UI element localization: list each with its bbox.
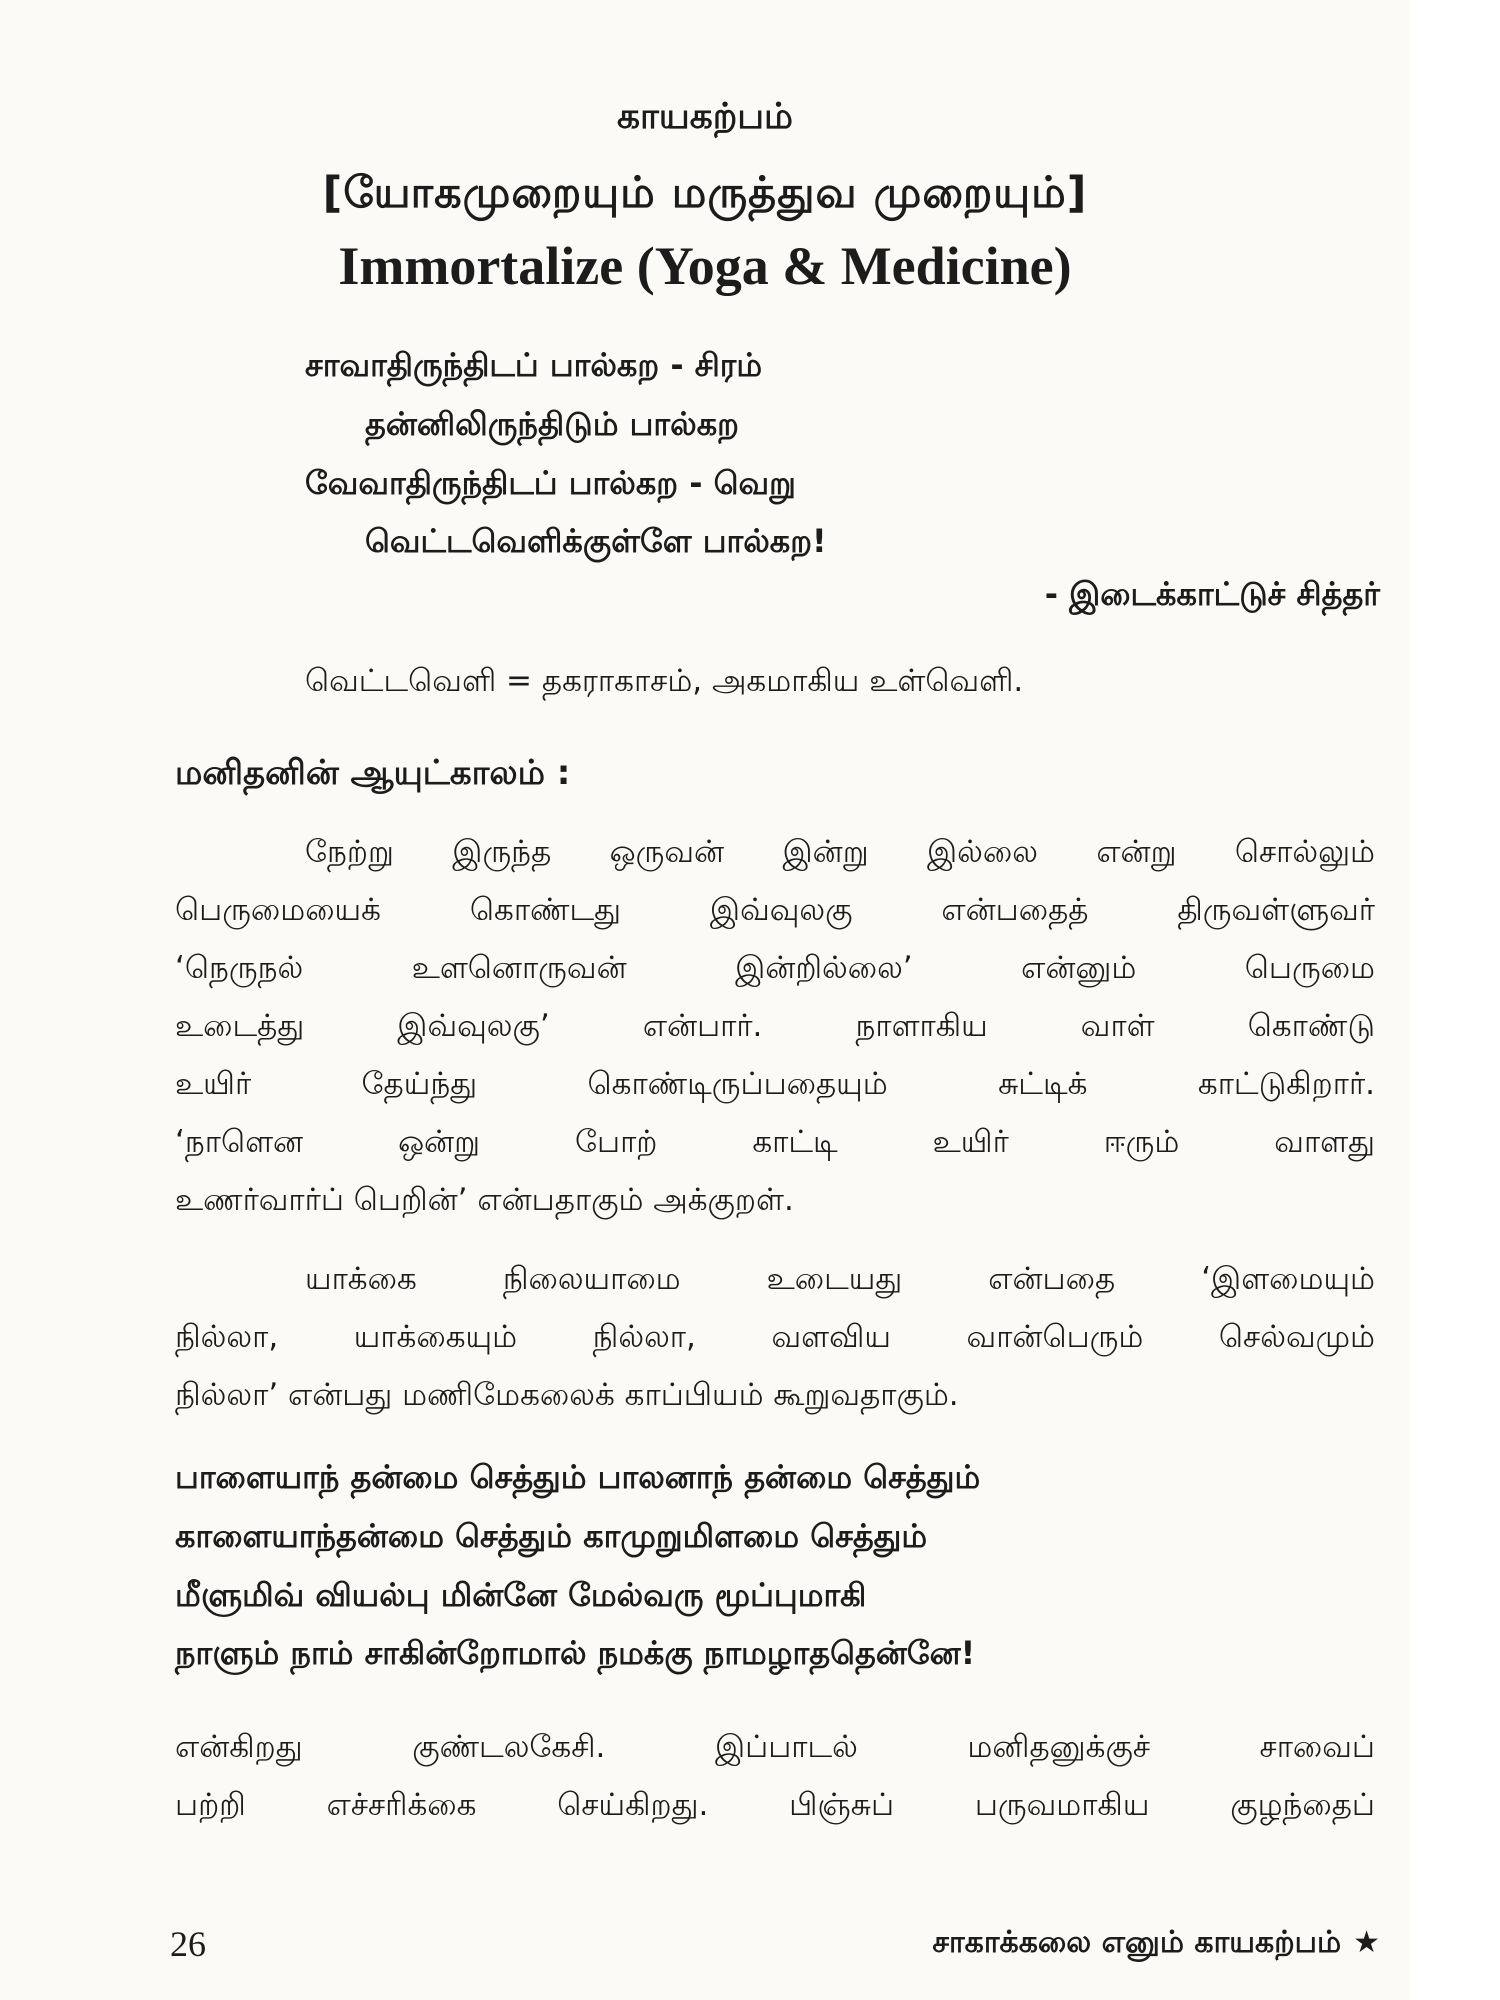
paragraph-line: உணர்வார்ப் பெறின்’ என்பதாகும் அக்குறள். [175,1182,794,1218]
paragraph-line: உயிர் தேய்ந்து கொண்டிருப்பதையும் சுட்டிக் காட்டுகிறார். [175,1066,1375,1102]
verse-line: நாளும் நாம் சாகின்றோமால் நமக்கு நாமழாததென்னே! [175,1634,976,1672]
verse-line: வேவாதிருந்திடப் பால்கற - வெறு [305,464,796,502]
paragraph-line: நில்லா, யாக்கையும் நில்லா, வளவிய வான்பெரும் செல்வமும் [175,1319,1375,1355]
verse-attribution: - இடைக்காட்டுச் சித்தர் [1044,575,1380,613]
page-title: காயகற்பம் [617,96,793,137]
running-footer [932,1925,1380,1964]
paragraph [175,823,1375,1229]
paragraph [175,1718,1375,1834]
paragraph-line: ‘நெருநல் உளனொருவன் இன்றில்லை’ என்னும் பெருமை [175,950,1375,986]
paragraph-line: நேற்று இருந்த ஒருவன் இன்று இல்லை என்று சொல்லும் [305,834,1375,870]
verse-line: மீளுமிவ் வியல்பு மின்னே மேல்வரு மூப்புமாகி [175,1576,867,1614]
paragraph [175,1250,1375,1424]
paragraph-line: யாக்கை நிலையாமை உடையது என்பதை ‘இளமையும் [305,1261,1375,1297]
verse-line: வெட்டவெளிக்குள்ளே பால்கற! [365,522,827,560]
paragraph-line: பெருமையைக் கொண்டது இவ்வுலகு என்பதைத் திருவள்ளுவர் [175,892,1375,928]
paragraph-line: உடைத்து இவ்வுலகு’ என்பார். நாளாகிய வாள் கொண்டு [175,1008,1375,1044]
paragraph-line: பற்றி எச்சரிக்கை செய்கிறது. பிஞ்சுப் பருவமாகிய குழந்தைப் [175,1787,1375,1823]
verse-line: காளையாந்தன்மை செத்தும் காமுறுமிளமை செத்தும் [175,1517,928,1555]
english-title: Immortalize (Yoga & Medicine) [338,236,1072,296]
paragraph-line: என்கிறது குண்டலகேசி. இப்பாடல் மனிதனுக்குச் சாவைப் [175,1729,1375,1765]
page-number: 26 [170,1924,206,1964]
paragraph-line: நில்லா’ என்பது மணிமேகலைக் காப்பியம் கூறுவதாகும். [175,1377,959,1413]
star-icon: ★ [1353,1925,1380,1960]
paragraph-line: ‘நாளென ஒன்று போற் காட்டி உயிர் ஈரும் வாளது [175,1124,1375,1160]
book-title: சாகாக்கலை எனும் காயகற்பம் [932,1925,1342,1960]
page-subtitle: [யோகமுறையும் மருத்துவ முறையும்] [322,168,1088,218]
verse-line: பாளையாந் தன்மை செத்தும் பாலனாந் தன்மை செத்தும் [175,1458,981,1496]
section-heading: மனிதனின் ஆயுட்காலம் : [175,753,571,793]
definition-text: வெட்டவெளி = தகராகாசம், அகமாகிய உள்வெளி. [305,663,1024,699]
verse-line: சாவாதிருந்திடப் பால்கற - சிரம் [305,346,763,384]
verse-line: தன்னிலிருந்திடும் பால்கற [365,405,739,443]
